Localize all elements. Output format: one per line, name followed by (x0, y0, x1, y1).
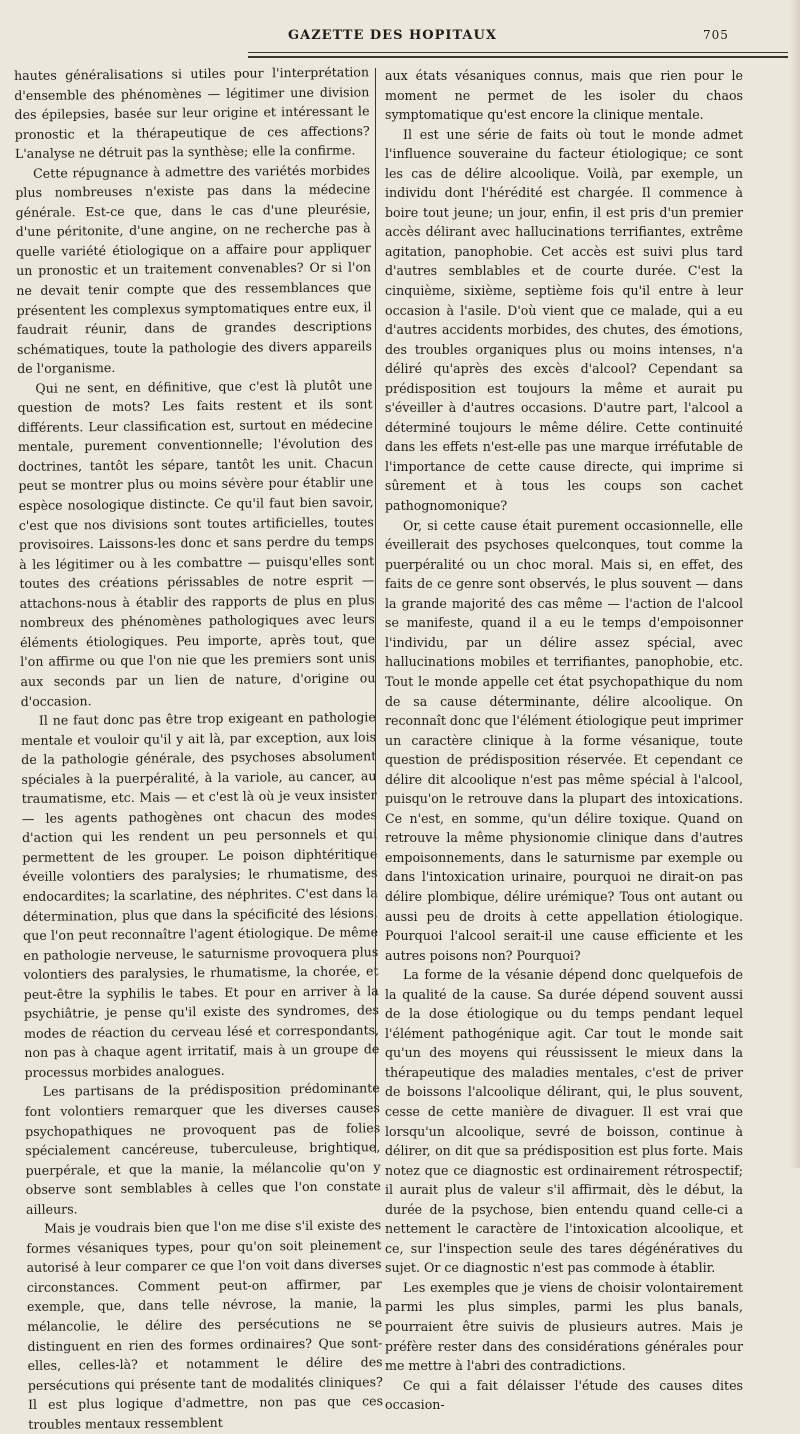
paragraph: Qui ne sent, en définitive, que c'est là plutôt une question de mots? Les faits restent et ils sont différents. Leur classification est, surtout en médecine mentale, purement conventionnelle; l'évolution des doctrines, tantôt les sépare, tantôt les unit. Chacun peut se montrer plus ou moins sévère pour établir une espèce nosologique distincte. Ce qu'il faut bien savoir, c'est que nos divisions sont toutes artificielles, toutes provisoires. Laissons-les donc et sans perdre du temps à les légitimer ou à les combattre — puisqu'elles sont toutes des créations périssables de notre esprit — attachons-nous à établir des rapports de plus en plus nombreux des phénomènes pathologiques avec leurs éléments étiologiques. Peu importe, après tout, que l'on affirme ou que l'on nie que les premiers sont unis aux seconds par un lien de nature, d'origine ou d'occasion. (17, 377, 376, 709)
paragraph: Il est une série de faits où tout le monde admet l'influence souveraine du facteur étiologique; ce sont les cas de délire alcoolique. Voilà, par exemple, un individu dont l'hérédité est chargée. Il commence à boire tout jeune; un jour, enfin, il est pris d'un premier accès délirant avec hallucinations terrifiantes, extrême agitation, panophobie. Cet accès est suivi plus tard d'autres semblables et de courte durée. C'est la cinquième, sixième, septième fois qu'il entre à leur occasion à l'asile. D'où vient que ce malade, qui a eu d'autres accidents morbides, des chutes, des émotions, des troubles organiques plus ou moins intenses, n'a déliré qu'après des excès d'alcool? Cependant sa prédisposition est toujours la même et aurait pu s'éveiller à d'autres occasions. D'autre part, l'alcool a déterminé toujours le même délire. Cette continuité dans les effets n'est-elle pas une marque irréfutable de l'importance de cette cause directe, qui imprime si sûrement et à tous les coups son cachet pathognomonique? (385, 126, 743, 514)
header-rule-thin (248, 52, 788, 53)
left-column (14, 62, 383, 1434)
paragraph: Il ne faut donc pas être trop exigeant en pathologie mentale et vouloir qu'il y ait là, par exception, aux lois de la pathologie générale, des psychoses absolument spéciales à la puerpéralité, à la variole, au cancer, au traumatisme, etc. Mais — et c'est là où je veux insister — les agents pathogènes ont chacun des modes d'action qui les rendent un peu personnels et qui permettent de les grouper. Le poison diphtéritique éveille volontiers des paralysies; le rhumatisme, des endocardites; la scarlatine, des néphrites. C'est dans la détermination, plus que dans la spécificité des lésions, que l'on peut reconnaître l'agent étiologique. De même en pathologie nerveuse, le saturnisme provoquera plus volontiers des paralysies, le rhumatisme, la chorée, et peut-être la syphilis le tabes. Et pour en arriver à la psychiâtrie, je pense qu'il existe des syndromes, des modes de réaction du cerveau lésé et correspondants, non pas à chaque agent irritatif, mais à un groupe de processus morbides analogues. (20, 709, 380, 1080)
paragraph: Or, si cette cause était purement occasionnelle, elle éveillerait des psychoses quelconques, tout comme la puerpéralité ou un choc moral. Mais si, en effet, des faits de ce genre sont observés, le plus souvent — dans la grande majorité des cas même — l'action de l'alcool se manifeste, quand il a eu le temps d'empoisonner l'individu, par un délire assez spécial, avec hallucinations mobiles et terrifiantes, panophobie, etc. Tout le monde appelle cet état psychopathique du nom de sa cause déterminante, délire alcoolique. On reconnaît donc que l'élément étiologique peut imprimer un caractère clinique à la forme vésanique, toute question de prédisposition réservée. Et cependant ce délire dit alcoolique n'est pas même spécial à l'alcool, puisqu'on le retrouve dans la plupart des intoxications. Ce n'est, en somme, qu'un délire toxique. Quand on retrouve la même physionomie clinique dans d'autres empoisonnements, dans le saturnisme par exemple ou dans l'intoxication urinaire, pourquoi ne dirait-on pas délire plombique, délire urémique? Tous ont autant ou aussi peu de droits à cette appellation étiologique. Pourquoi l'alcool serait-il une cause efficiente et les autres poisons non? Pourquoi? (385, 517, 743, 963)
column-divider (375, 68, 376, 1153)
paragraph: Cette répugnance à admettre des variétés morbides plus nombreuses n'existe pas dans la médecine générale. Est-ce que, dans le cas d'une pleurésie, d'une péritonite, d'une angine, on ne recherche pas à quelle variété étiologique on a affaire pour appliquer un pronostic et un traitement convenables? Or si l'on ne devait tenir compte que des ressemblances que présentent les complexus symptomatiques entre eux, il faudrait réunir, dans de grandes descriptions schématiques, toute la pathologie des divers appareils de l'organisme. (15, 162, 373, 377)
paragraph: Les partisans de la prédisposition prédominante font volontiers remarquer que les diverses causes psychopathiques ne provoquent pas de folies spécialement cancéreuse, tuberculeuse, brightique, puerpérale, et que la manie, la mélancolie qu'on y observe sont semblables à celles que l'on constate ailleurs. (24, 1080, 381, 1217)
page-edge (790, 0, 800, 1168)
paragraph: hautes généralisations si utiles pour l'interprétation d'ensemble des phénomènes — légitimer une division des épilepsies, basée sur leur origine et intéressant le pronostic et la thérapeutique de ces affections? L'analyse ne détruit pas la synthèse; elle la confirme. (14, 64, 370, 162)
paragraph: Mais je voudrais bien que l'on me dise s'il existe des formes vésaniques types, pour qu'on soit pleinement autorisé à leur comparer ce que l'on voit dans diverses circonstances. Comment peut-on affirmer, par exemple, que, dans telle névrose, la manie, la mélancolie, le délire des persécutions ne se distinguent en rien des formes ordinaires? Que sont-elles, celles-là? et notamment le délire des persécutions qui présente tant de modalités cliniques? Il est plus logique d'admettre, non pas que ces troubles mentaux ressemblent (26, 1217, 384, 1432)
paragraph: aux états vésaniques connus, mais que rien pour le moment ne permet de les isoler du chaos symptomatique qu'est encore la clinique mentale. (385, 68, 743, 123)
page-number: 705 (703, 28, 729, 42)
right-column (385, 66, 743, 1415)
paragraph: Les exemples que je viens de choisir volontairement parmi les plus simples, parmi les plus banals, pourraient être suivis de plusieurs autres. Mais je préfère rester dans des considérations générales pour me mettre à l'abri des contradictions. (385, 1279, 743, 1374)
paragraph: La forme de la vésanie dépend donc quelquefois de la qualité de la cause. Sa durée dépend souvent aussi de la dose étiologique ou du temps pendant lequel l'élément pathogénique agit. Car tout le monde sait qu'un des moyens qui réussissent le mieux dans la thérapeutique des maladies mentales, c'est de priver de boissons l'alcoolique délirant, qui, le plus souvent, cesse de cette manière de divaguer. Il est vrai que lorsqu'un alcoolique, sevré de boisson, continue à délirer, on dit que sa prédisposition est plus forte. Mais notez que ce diagnostic est ordinairement rétrospectif; il aurait plus de valeur s'il affirmait, dès le début, la durée de la psychose, bien entendu quand celle-ci a nettement le caractère de l'intoxication alcoolique, et ce, sur l'inspection seule des tares dégénératives du sujet. Or ce diagnostic n'est pas commode à établir. (385, 967, 743, 1276)
paragraph: Ce qui a fait délaisser l'étude des causes dites occasion- (385, 1377, 743, 1413)
header-rule-thick (248, 56, 788, 58)
journal-title: GAZETTE DES HOPITAUX (288, 28, 497, 43)
